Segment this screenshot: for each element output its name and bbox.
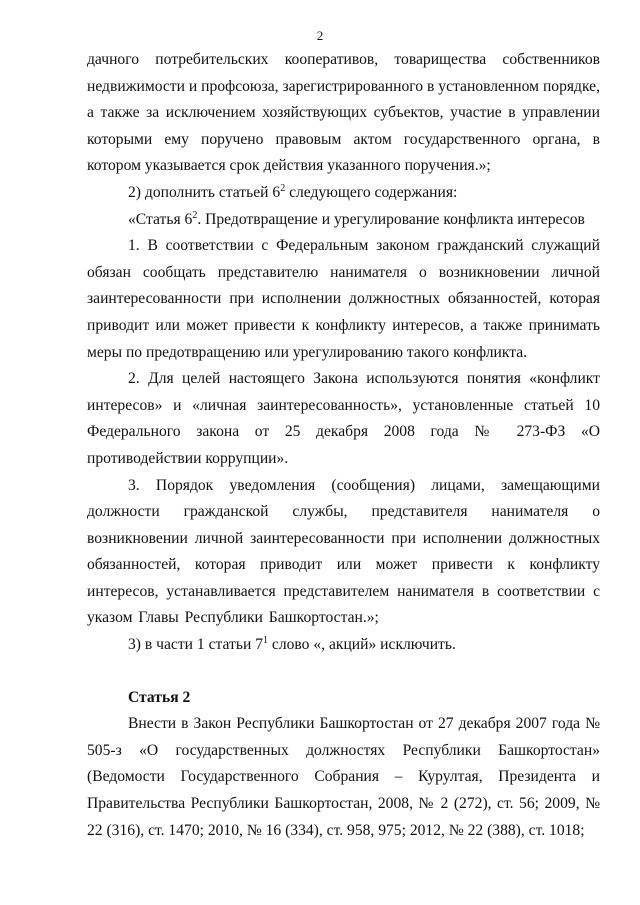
- paragraph-point-2: 2. Для целей настоящего Закона используются понятия «конфликт интересов» и «личная заинтересованность», установленные статьей 10 Федерального закона от 25 декабря 2008 года № 273-ФЗ «О противодействии коррупции».: [87, 370, 600, 467]
- superscript: 1: [263, 635, 268, 647]
- paragraph-item-2-text: 2) дополнить статьей 6: [128, 183, 281, 201]
- article-6-2-title-text: «Статья 6: [128, 210, 193, 228]
- paragraph-point-3: 3. Порядок уведомления (сообщения) лицами, замещающими должности гражданской службы, представителя нанимателя о возникновении личной заинтересованности при исполнении должностных обязанностей, которая приводит или может привести к конфликту интересов, устанавливается представителем нанимателя в соответствии с указом Главы Республики Башкортостан.»;: [87, 476, 600, 627]
- article-6-2-title-tail: . Предотвращение и урегулирование конфликта интересов: [197, 210, 585, 228]
- superscript: 2: [192, 209, 198, 221]
- paragraph-item-2-tail: следующего содержания:: [285, 183, 458, 201]
- paragraph-item-3-tail: слово «, акций» исключить.: [268, 636, 456, 654]
- paragraph-point-1: 1. В соответствии с Федеральным законом гражданский служащий обязан сообщать представителю нанимателя о возникновении личной заинтересованности при исполнении должностных обязанностей, которая приводит или может привести к конфликту интересов, а также принимать меры по предотвращению или урегулированию такого конфликта.: [87, 237, 600, 361]
- paragraph-continuation: дачного потребительских кооперативов, товарищества собственников недвижимости и профсоюза, зарегистрированного в установленном порядке, а также за исключением хозяйствующих субъектов, участие в управлении которыми ему поручено правовым актом государственного органа, в котором указывается срок действия указанного поручения.»;: [87, 51, 600, 175]
- article-2-heading: Статья 2: [128, 688, 191, 706]
- paragraph-item-3-text: 3) в части 1 статьи 7: [128, 636, 263, 654]
- paragraph-article-2-body: Внести в Закон Республики Башкортостан от 27 декабря 2007 года № 505-з «О государственных должностях Республики Башкортостан» (Ведомости Государственного Собрания – Курултая, Президента и Правительства Республики Башкортостан, 2008, № 2 (272), ст. 56; 2009, № 22 (316), ст. 1470; 2010, № 16 (334), ст. 958, 975; 2012, № 22 (388), ст. 1018;: [87, 715, 600, 839]
- paragraph-item-2: [87, 180, 600, 207]
- page-number: 2: [316, 28, 324, 43]
- paragraph-item-3: [87, 632, 600, 659]
- superscript: 2: [280, 182, 286, 194]
- document-body: [87, 47, 600, 844]
- article-6-2-title: [87, 207, 600, 234]
